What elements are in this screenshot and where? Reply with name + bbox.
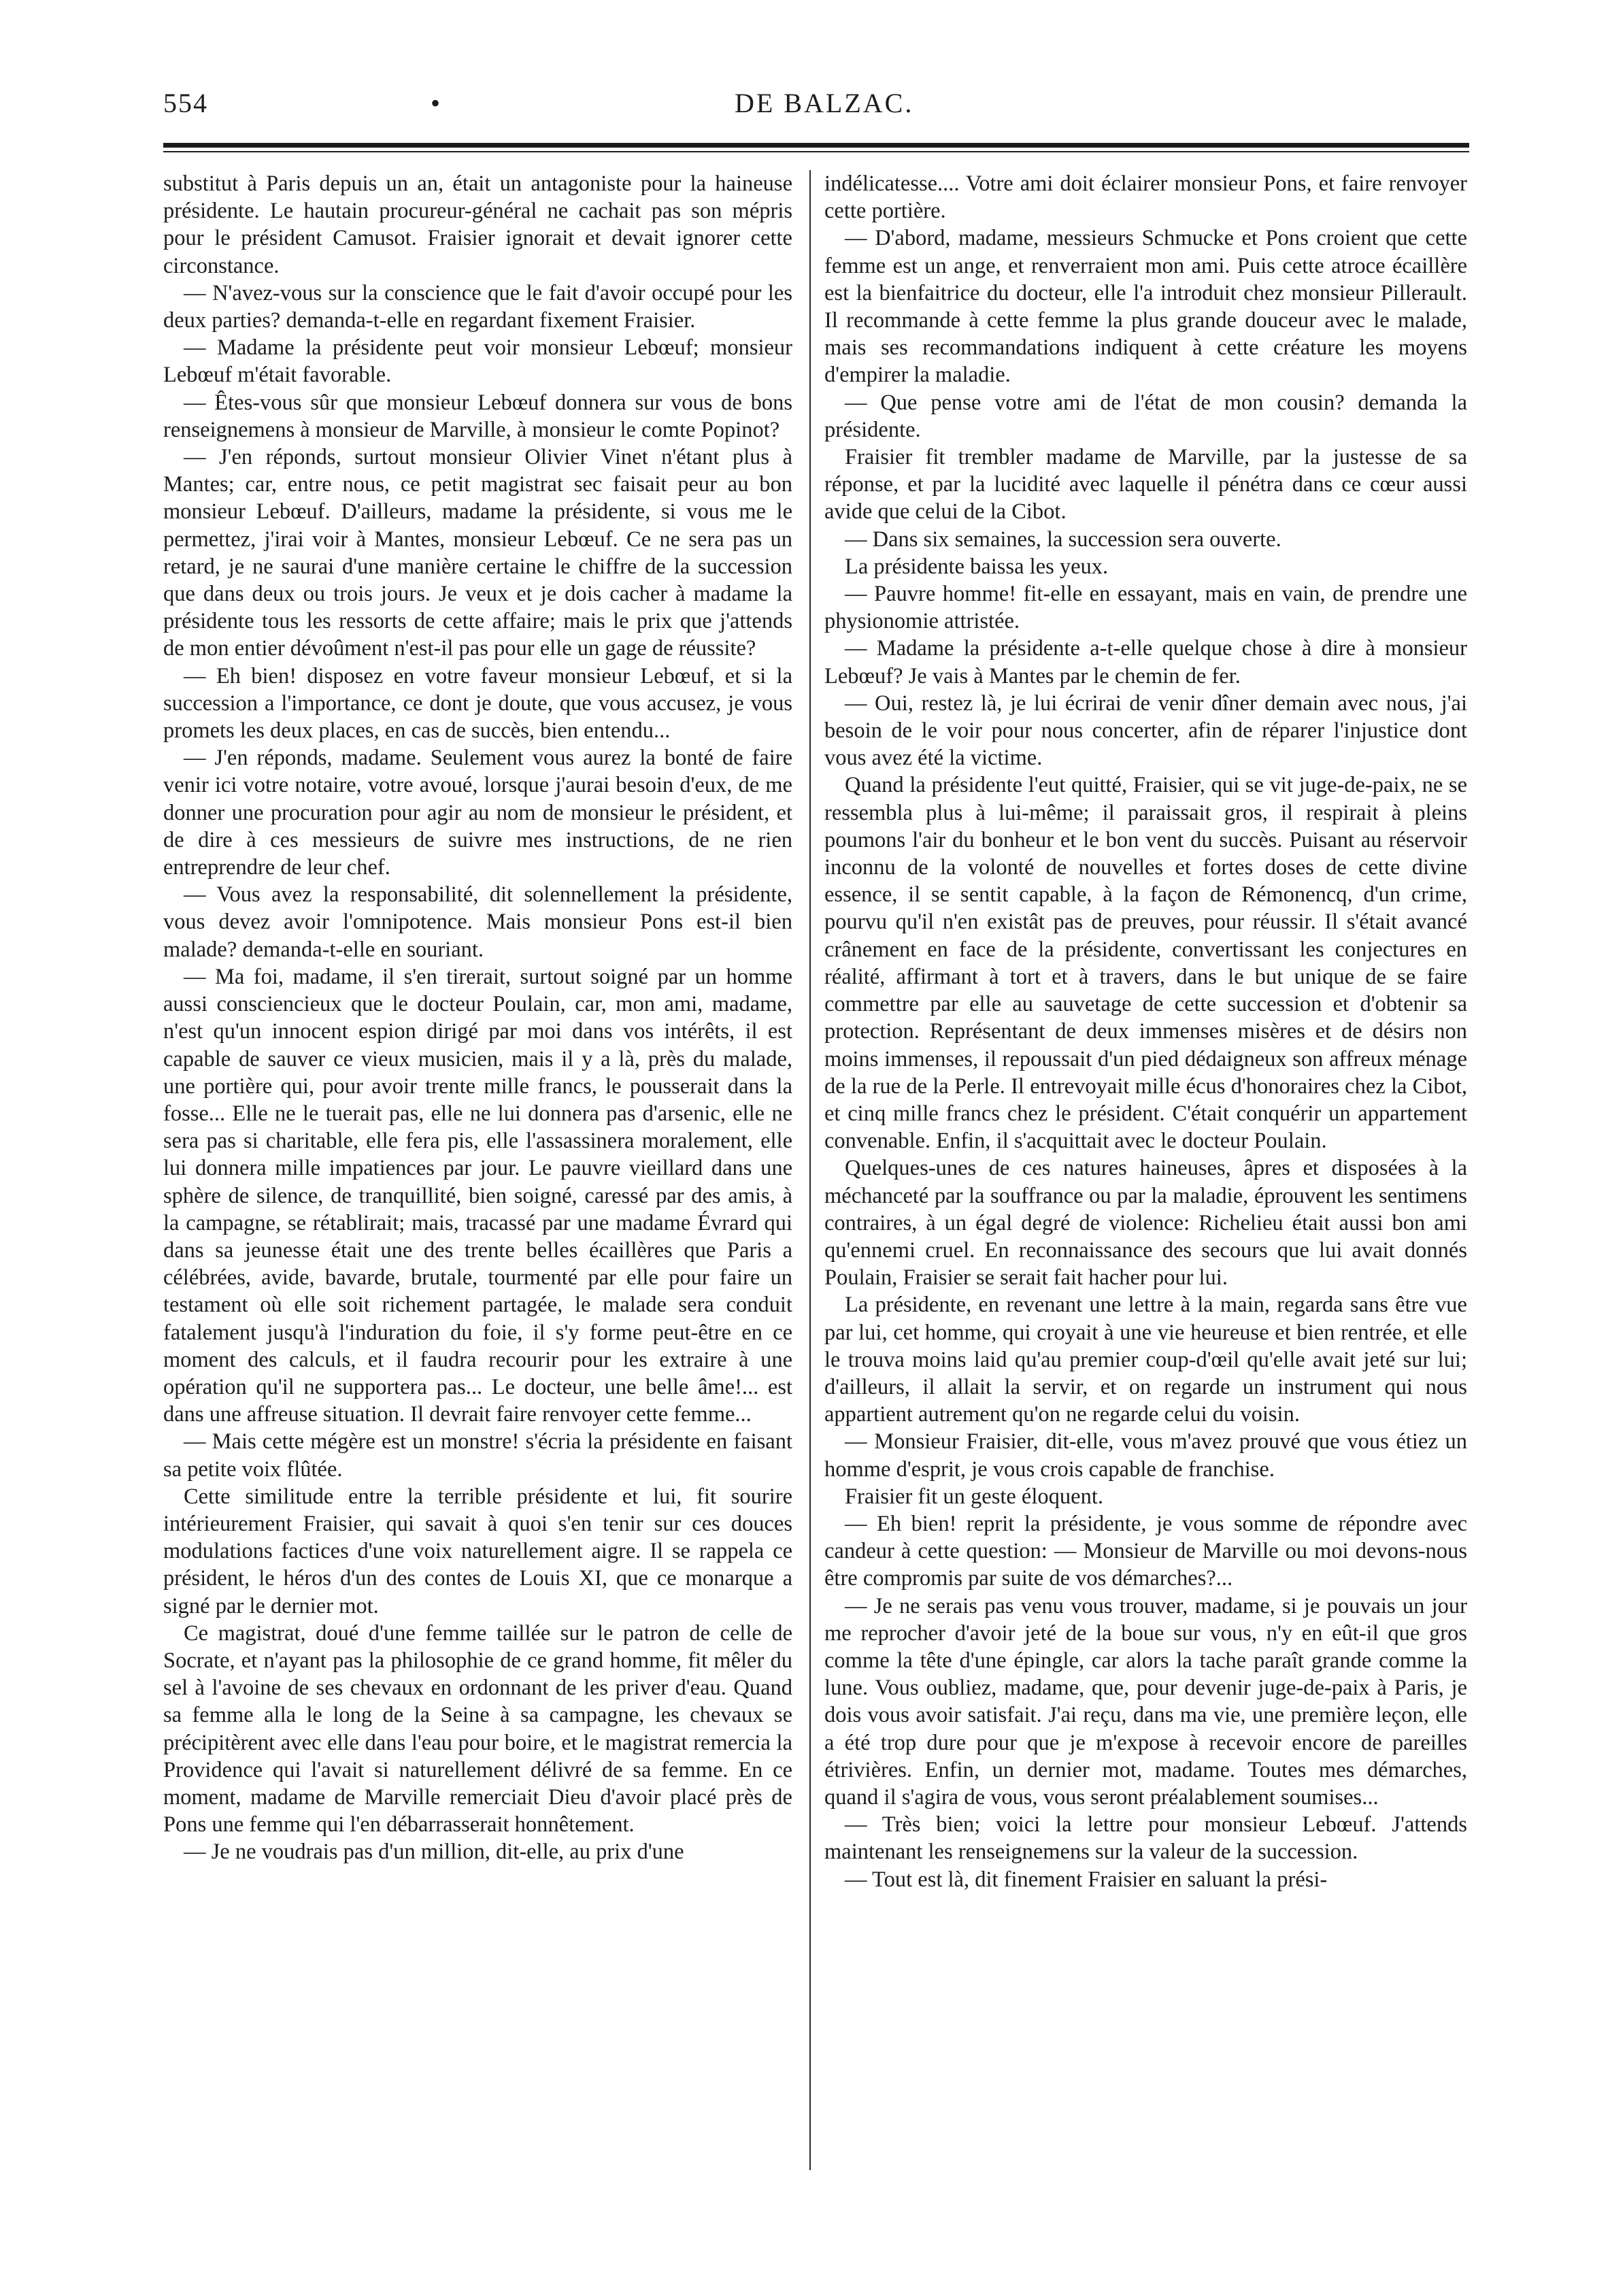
paragraph: — Eh bien! reprit la présidente, je vous somme de répondre avec candeur à cette question: — Monsieur de Marville ou moi devons-nous être compromis par suite de vos démarches?... <box>824 1511 1467 1591</box>
paragraph: — Tout est là, dit finement Fraisier en saluant la prési- <box>845 1867 1328 1892</box>
paragraph: — Mais cette mégère est un monstre! s'écria la présidente en faisant sa petite voix flûtée. <box>163 1429 792 1482</box>
paragraph: — Ma foi, madame, il s'en tirerait, surtout soigné par un homme aussi consciencieux que le docteur Poulain, car, mon ami, madame, n'est qu'un innocent espion dirigé par moi dans vos intérêts, il est capable de sauver ce vieux musicien, mais il y a là, près du malade, une portière qui, pour avoir trente mille francs, le pousserait dans la fosse... Elle ne le tuerait pas, elle ne lui donnera pas d'arsenic, elle ne sera pas si charitable, elle fera pis, elle l'assassinera moralement, elle lui donnera mille impatiences par jour. Le pauvre vieillard dans une sphère de silence, de tranquillité, bien soigné, caressé par des amis, à la campagne, se rétablirait; mais, tracassé par une madame Évrard qui dans sa jeunesse était une des trente belles écaillères que Paris a célébrées, avide, bavarde, brutale, tourmenté par elle pour faire un testament où elle soit richement partagée, le malade sera conduit fatalement jusqu'à l'induration du foie, il s'y forme peut-être en ce moment des calculs, et il faudra recourir pour les extraire à une opération qu'il ne supportera pas... Le docteur, une belle âme!... est dans une affreuse situation. Il devrait faire renvoyer cette femme... <box>163 964 792 1427</box>
paragraph: — Je ne voudrais pas d'un million, dit-elle, au prix d'une <box>184 1840 684 1865</box>
paragraph: La présidente baissa les yeux. <box>845 554 1109 579</box>
paragraph: — Eh bien! disposez en votre faveur monsieur Lebœuf, et si la succession a l'importance, ce dont je doute, que vous accusez, je vous promets les deux places, en cas de succès, bien entendu... <box>163 663 792 744</box>
paragraph: — Très bien; voici la lettre pour monsieur Lebœuf. J'attends maintenant les renseignemens sur la valeur de la succession. <box>824 1812 1467 1865</box>
paragraph: — N'avez-vous sur la conscience que le fait d'avoir occupé pour les deux parties? demanda-t-elle en regardant fixement Fraisier. <box>163 280 792 333</box>
paragraph: — Oui, restez là, je lui écrirai de venir dîner demain avec nous, j'ai besoin de le voir pour nous concerter, afin de réparer l'injustice dont vous avez été la victime. <box>824 691 1467 771</box>
right-column <box>824 170 1467 2252</box>
paragraph: Quand la présidente l'eut quitté, Fraisier, qui se vit juge-de-paix, ne se ressembla plus à lui-même; il paraissait gros, il respirait à pleins poumons l'air du bonheur et le bon vent du succès. Puisant au réservoir inconnu de la volonté de nouvelles et fortes doses de cette divine essence, il se sentit capable, à la façon de Rémonencq, d'un crime, pourvu qu'il n'en existât pas de preuves, pour réussir. Il s'était avancé crânement en face de la présidente, convertissant les conjectures en réalité, affirmant à tort et à travers, dans le but unique de se faire commettre par elle au sauvetage de cette succession et d'obtenir sa protection. Représentant de deux immenses misères et de désirs non moins immenses, il repoussait d'un pied dédaigneux son affreux ménage de la rue de la Perle. Il entrevoyait mille écus d'honoraires chez la Cibot, et cinq mille francs chez le président. C'était conquérir un appartement convenable. Enfin, il s'acquittait avec le docteur Poulain. <box>824 773 1467 1154</box>
paragraph: indélicatesse.... Votre ami doit éclairer monsieur Pons, et faire renvoyer cette portière. <box>824 171 1467 224</box>
paragraph: Fraisier fit un geste éloquent. <box>845 1484 1103 1509</box>
left-column <box>163 170 792 2252</box>
paragraph: — Monsieur Fraisier, dit-elle, vous m'avez prouvé que vous étiez un homme d'esprit, je vous crois capable de franchise. <box>824 1429 1467 1482</box>
running-title: DE BALZAC. <box>735 88 914 118</box>
column-divider <box>809 170 811 2170</box>
paragraph: — J'en réponds, madame. Seulement vous aurez la bonté de faire venir ici votre notaire, votre avoué, lorsque j'aurai besoin d'eux, de me donner une procuration pour agir au nom de monsieur le président, et de dire à ces messieurs de suivre mes instructions, de ne rien entreprendre de leur chef. <box>163 746 792 880</box>
paragraph: — Madame la présidente peut voir monsieur Lebœuf; monsieur Lebœuf m'était favorable. <box>163 335 792 388</box>
paragraph: — Vous avez la responsabilité, dit solennellement la présidente, vous devez avoir l'omnipotence. Mais monsieur Pons est-il bien malade? demanda-t-elle en souriant. <box>163 882 792 962</box>
header-rule-thin <box>163 151 1469 152</box>
paragraph: Cette similitude entre la terrible présidente et lui, fit sourire intérieurement Fraisier, qui savait à quoi s'en tenir sur ces douces modulations factices d'une voix naturellement aigre. Il se rappela ce président, le héros d'un des contes de Louis XI, que ce monarque a signé par le dernier mot. <box>163 1484 792 1618</box>
header-rule-thick <box>163 143 1469 148</box>
page-number: 554 <box>163 88 208 118</box>
paragraph: — J'en réponds, surtout monsieur Olivier Vinet n'étant plus à Mantes; car, entre nous, ce petit magistrat sec faisait peur au bon monsieur Lebœuf. D'ailleurs, madame la présidente, si vous me le permettez, j'irai voir à Mantes, monsieur Lebœuf. Ce ne sera pas un retard, je ne saurai d'une manière certaine le chiffre de la succession que dans deux ou trois jours. Je veux et je dois cacher à madame la présidente tous les ressorts de cette affaire; mais le prix que j'attends de mon entier dévoûment n'est-il pas pour elle un gage de réussite? <box>163 445 792 661</box>
paragraph: — Je ne serais pas venu vous trouver, madame, si je pouvais un jour me reprocher d'avoir jeté de la boue sur vous, n'y en eût-il que gros comme la tête d'une épingle, car alors la tache paraît grande comme la lune. Vous oubliez, madame, que, pour devenir juge-de-paix à Paris, je dois vous avoir satisfait. J'ai reçu, dans ma vie, une première leçon, elle a été trop dure pour que je m'expose à recevoir encore de pareilles étrivières. Enfin, un dernier mot, madame. Toutes mes démarches, quand il s'agira de vous, vous seront préalablement soumises... <box>824 1593 1467 1810</box>
header-separator-dot: • <box>431 88 441 118</box>
paragraph: — Pauvre homme! fit-elle en essayant, mais en vain, de prendre une physionomie attristée. <box>824 582 1467 634</box>
paragraph: — Dans six semaines, la succession sera ouverte. <box>845 527 1281 552</box>
paragraph: — Êtes-vous sûr que monsieur Lebœuf donnera sur vous de bons renseignemens à monsieur de Marville, à monsieur le comte Popinot? <box>163 390 792 442</box>
page-header <box>0 87 1610 128</box>
paragraph: Fraisier fit trembler madame de Marville, par la justesse de sa réponse, et par la lucidité avec laquelle il pénétra dans ce cœur aussi avide que celui de la Cibot. <box>824 445 1467 525</box>
paragraph: Ce magistrat, doué d'une femme taillée sur le patron de celle de Socrate, et n'ayant pas la philosophie de ce grand homme, fit mêler du sel à l'avoine de ses chevaux en ordonnant de les priver d'eau. Quand sa femme alla le long de la Seine à sa campagne, les chevaux se précipitèrent avec elle dans l'eau pour boire, et le magistrat remercia la Providence qui l'avait si naturellement délivré de sa femme. En ce moment, madame de Marville remerciait Dieu d'avoir placé près de Pons une femme qui l'en débarrasserait honnêtement. <box>163 1620 792 1837</box>
paragraph: substitut à Paris depuis un an, était un antagoniste pour la haineuse présidente. Le hautain procureur-général ne cachait pas son mépris pour le président Camusot. Fraisier ignorait et devait ignorer cette circonstance. <box>163 171 792 278</box>
paragraph: Quelques-unes de ces natures haineuses, âpres et disposées à la méchanceté par la souffrance ou par la maladie, éprouvent les sentimens contraires, à un égal degré de violence: Richelieu était aussi bon ami qu'ennemi cruel. En reconnaissance des secours que lui avait donnés Poulain, Fraisier se serait fait hacher pour lui. <box>824 1156 1467 1291</box>
paragraph: — D'abord, madame, messieurs Schmucke et Pons croient que cette femme est un ange, et renverraient mon ami. Puis cette atroce écaillère est la bienfaitrice du docteur, elle l'a introduit chez monsieur Pillerault. Il recommande à cette femme la plus grande douceur avec le malade, mais ses recommandations indiquent à cette créature les moyens d'empirer la maladie. <box>824 226 1467 388</box>
paragraph: La présidente, en revenant une lettre à la main, regarda sans être vue par lui, cet homme, qui croyait à une vie heureuse et bien rentrée, et elle le trouva moins laid qu'au premier coup-d'œil qu'elle avait jeté sur lui; d'ailleurs, il allait la servir, et on regarde un instrument qui nous appartient autrement qu'on ne regarde celui du voisin. <box>824 1293 1467 1427</box>
paragraph: — Madame la présidente a-t-elle quelque chose à dire à monsieur Lebœuf? Je vais à Mantes par le chemin de fer. <box>824 636 1467 688</box>
paragraph: — Que pense votre ami de l'état de mon cousin? demanda la présidente. <box>824 390 1467 442</box>
